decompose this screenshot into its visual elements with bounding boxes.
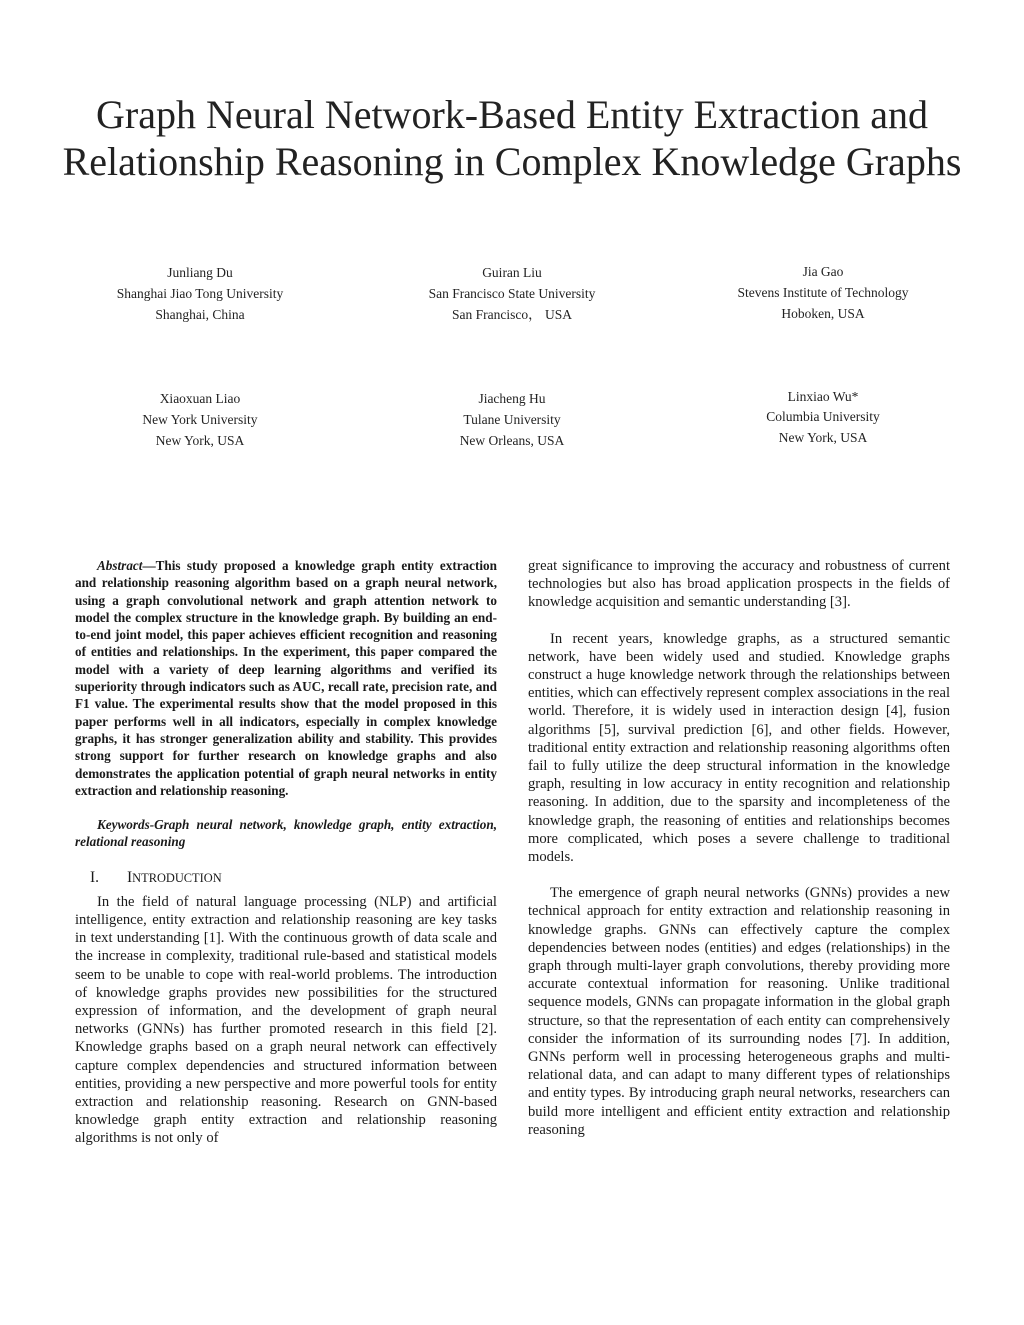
author-affiliation: San Francisco State University bbox=[428, 286, 596, 301]
author-name: Jia Gao bbox=[802, 264, 844, 279]
author-affiliation: Tulane University bbox=[463, 412, 561, 427]
section-title-first-letter: I bbox=[127, 868, 133, 886]
author-block-2 bbox=[362, 262, 662, 325]
paper-title: Graph Neural Network-Based Entity Extraction and Relationship Reasoning in Complex Knowledge Graphs bbox=[62, 92, 962, 184]
author-block-3 bbox=[673, 261, 973, 324]
intro-paragraph-1: In the field of natural language processing (NLP) and artificial intelligence, entity extraction and relationship reasoning are key tasks in text understanding [1]. With the continuous growth of data scale and the increase in complexity, traditional rule-based and statistical models seem to be unable to cope with real-world problems. The introduction of knowledge graphs provides new possibilities for the structured expression of information, and the development of graph neural networks (GNNs) has further promoted research in this field [2]. Knowledge graphs based on a graph neural network can effectively capture complex dependencies and structured information between entities, providing a new perspective and more powerful tools for entity extraction and relationship reasoning. Research on GNN-based knowledge graph entity extraction and relationship reasoning algorithms is not only of bbox=[75, 893, 497, 1147]
section-heading-introduction bbox=[90, 869, 497, 887]
abstract-dash: — bbox=[142, 558, 156, 573]
author-block-5 bbox=[362, 388, 662, 451]
section-title-rest: NTRODUCTION bbox=[132, 870, 222, 885]
author-name: Guiran Liu bbox=[482, 265, 542, 280]
keywords: Keywords-Graph neural network, knowledge graph, entity extraction, relational reasoning bbox=[75, 817, 497, 850]
author-location: New York, USA bbox=[778, 430, 868, 445]
author-name: Junliang Du bbox=[167, 265, 233, 280]
author-location: New York, USA bbox=[155, 433, 245, 448]
abstract-text: This study proposed a knowledge graph entity extraction and relationship reasoning algorithm based on a graph neural network, using a graph convolutional network and graph attention network to model the complex structure in the knowledge graph. By building an end-to-end joint model, this paper achieves efficient recognition and reasoning of entities and relationships. In the experiment, this paper compared the model with a variety of deep learning algorithms and verified its superiority through indicators such as AUC, recall rate, precision rate, and F1 value. The experimental results show that the model proposed in this paper performs well in all indicators, especially in complex knowledge graphs, it has stronger generalization ability and stability. This provides strong support for further research on knowledge graphs and also demonstrates the application potential of graph neural networks in entity extraction and relationship reasoning. bbox=[75, 558, 497, 798]
intro-paragraph-1-cont: great significance to improving the accuracy and robustness of current technologies but also has broad application prospects in the fields of knowledge acquisition and semantic understanding [3]. bbox=[528, 558, 950, 611]
abstract bbox=[75, 557, 497, 799]
author-block-4 bbox=[50, 388, 350, 451]
author-location: San Francisco， USA bbox=[452, 307, 572, 322]
intro-paragraph-2: In recent years, knowledge graphs, as a structured semantic network, have been widely used and studied. Knowledge graphs construct a huge knowledge network through the relationships between entities, which can effectively represent complex associations in the real world. Therefore, it is widely used in interaction design [4], fusion algorithms [5], survival prediction [6], and other fields. However, traditional entity extraction and relationship reasoning algorithms often fail to fully utilize the deep structural information in the knowledge graph, resulting in low accuracy in entity recognition and relationship reasoning. In addition, due to the sparsity and incompleteness of the knowledge graph, the reasoning of entities and relationships becomes more complicated, which poses a severe challenge to traditional models. bbox=[528, 630, 950, 866]
author-block-1 bbox=[50, 262, 350, 325]
author-affiliation: Stevens Institute of Technology bbox=[737, 285, 909, 300]
author-name: Linxiao Wu* bbox=[787, 389, 859, 404]
author-affiliation: Shanghai Jiao Tong University bbox=[116, 286, 284, 301]
author-name: Xiaoxuan Liao bbox=[159, 391, 241, 406]
abstract-lead: Abstract bbox=[97, 558, 143, 573]
author-location: New Orleans, USA bbox=[459, 433, 565, 448]
author-location: Hoboken, USA bbox=[781, 306, 865, 321]
intro-paragraph-3: The emergence of graph neural networks (GNNs) provides a new technical approach for entity extraction and relationship reasoning in knowledge graphs. GNNs can effectively capture the complex dependencies between nodes (entities) and edges (relationships) in the graph through multi-layer graph convolutions, thereby providing more accurate contextual information for reasoning. Unlike traditional sequence models, GNNs can propagate information in the global graph structure, so that the representation of each entity can comprehensively consider the information of its surrounding nodes [7]. In addition, GNNs perform well in processing heterogeneous graphs and multi-relational data, and can adapt to many different types of relationships and entity types. By introducing graph neural networks, researchers can build more intelligent and efficient entity extraction and relationship reasoning bbox=[528, 885, 950, 1138]
author-name: Jiacheng Hu bbox=[478, 391, 546, 406]
author-location: Shanghai, China bbox=[155, 307, 245, 322]
author-block-6 bbox=[673, 387, 973, 448]
section-number: I. bbox=[90, 868, 100, 886]
left-column bbox=[75, 557, 497, 1148]
author-affiliation: Columbia University bbox=[766, 408, 880, 424]
author-affiliation: New York University bbox=[142, 412, 258, 427]
right-column bbox=[528, 557, 950, 1139]
